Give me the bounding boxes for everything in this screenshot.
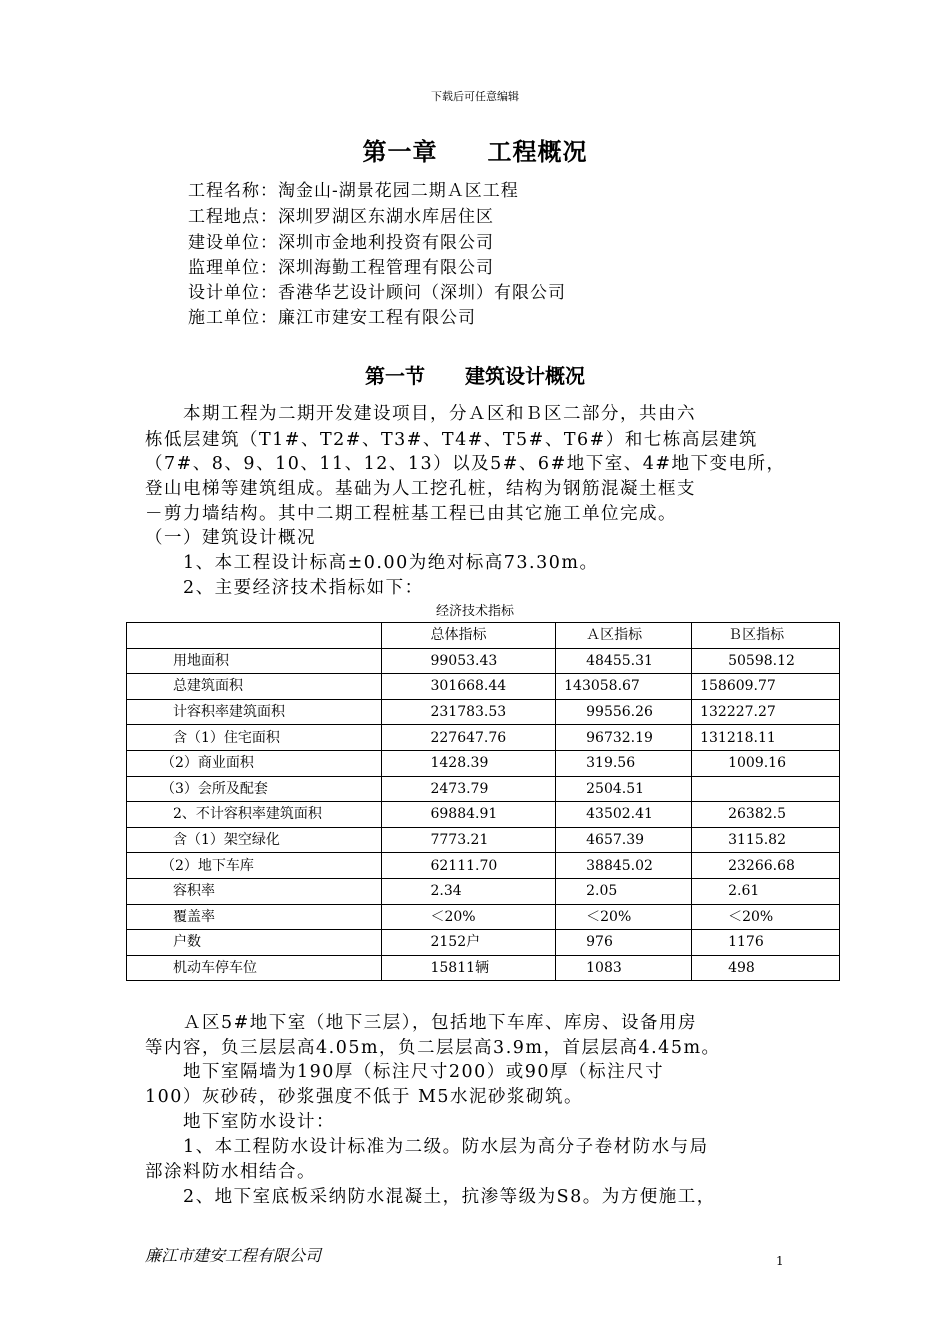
cell-b	[692, 776, 840, 802]
body-line: 地下室防水设计：	[145, 1112, 335, 1132]
info-project-name: 工程名称：淘金山-湖景花园二期Ａ区工程	[188, 181, 519, 201]
cell-a: 319.56	[556, 750, 692, 776]
row-label: 机动车停车位	[127, 955, 382, 981]
info-contractor: 施工单位：廉江市建安工程有限公司	[188, 308, 476, 328]
info-project-location: 工程地点：深圳罗湖区东湖水库居住区	[188, 207, 494, 227]
row-label: 总建筑面积	[127, 674, 382, 700]
body-line: 地下室隔墙为190厚（标注尺寸200）或90厚（标注尺寸	[145, 1062, 665, 1082]
cell-a: 43502.41	[556, 802, 692, 828]
cell-total: 2473.79	[382, 776, 556, 802]
table-row	[127, 930, 840, 956]
table-row	[127, 802, 840, 828]
row-label: 容积率	[127, 878, 382, 904]
section-title: 第一节 建筑设计概况	[365, 364, 585, 388]
table-row	[127, 750, 840, 776]
body-line: Ａ区5#地下室（地下三层），包括地下车库、库房、设备用房	[145, 1013, 698, 1033]
cell-b: ＜20%	[692, 904, 840, 930]
body-line: 部涂料防水相结合。	[145, 1162, 316, 1182]
row-label: （2）商业面积	[127, 750, 382, 776]
cell-b: 2.61	[692, 878, 840, 904]
table-row	[127, 699, 840, 725]
economic-indicators-table	[126, 622, 840, 981]
cell-b: 132227.27	[692, 699, 840, 725]
info-supervisor: 监理单位：深圳海勤工程管理有限公司	[188, 258, 494, 278]
chapter-title: 第一章 工程概况	[362, 137, 588, 166]
cell-b: 131218.11	[692, 725, 840, 751]
table-row	[127, 674, 840, 700]
cell-total: 2152户	[382, 930, 556, 956]
cell-b: 3115.82	[692, 827, 840, 853]
body-line: 2、地下室底板采纳防水混凝土，抗渗等级为S8。为方便施工，	[145, 1187, 716, 1207]
cell-a: 4657.39	[556, 827, 692, 853]
info-owner: 建设单位：深圳市金地利投资有限公司	[188, 233, 494, 253]
row-label: 用地面积	[127, 648, 382, 674]
intro-line: （7#、8、9、10、11、12、13）以及5#、6#地下室、4#地下变电所，	[145, 454, 786, 474]
table-row	[127, 827, 840, 853]
intro-line: 1、本工程设计标高±0.00为绝对标高73.30m。	[145, 553, 599, 573]
row-label: 计容积率建筑面积	[127, 699, 382, 725]
cell-total: 2.34	[382, 878, 556, 904]
intro-line: 栋低层建筑（T1#、T2#、T3#、T4#、T5#、T6#）和七栋高层建筑	[145, 430, 758, 450]
cell-total: 69884.91	[382, 802, 556, 828]
cell-b: 1009.16	[692, 750, 840, 776]
body-line: 100）灰砂砖，砂浆强度不低于 M5水泥砂浆砌筑。	[145, 1087, 584, 1107]
cell-a: 2.05	[556, 878, 692, 904]
cell-a: ＜20%	[556, 904, 692, 930]
cell-b: 158609.77	[692, 674, 840, 700]
table-header-row	[127, 623, 840, 649]
header-cell: 总体指标	[382, 623, 556, 649]
cell-a: 38845.02	[556, 853, 692, 879]
cell-total: 1428.39	[382, 750, 556, 776]
table-row	[127, 878, 840, 904]
cell-total: 7773.21	[382, 827, 556, 853]
table-row	[127, 648, 840, 674]
cell-total: 227647.76	[382, 725, 556, 751]
table-row	[127, 776, 840, 802]
cell-total: 15811辆	[382, 955, 556, 981]
table-caption: 经济技术指标	[435, 604, 514, 619]
row-label: 覆盖率	[127, 904, 382, 930]
header-cell: Ｂ区指标	[692, 623, 840, 649]
intro-line: 2、主要经济技术指标如下：	[145, 578, 424, 598]
row-label: （3）会所及配套	[127, 776, 382, 802]
cell-a: 48455.31	[556, 648, 692, 674]
cell-a: 2504.51	[556, 776, 692, 802]
cell-b: 23266.68	[692, 853, 840, 879]
cell-b: 50598.12	[692, 648, 840, 674]
intro-line: 本期工程为二期开发建设项目，分Ａ区和Ｂ区二部分，共由六	[145, 404, 696, 424]
cell-a: 976	[556, 930, 692, 956]
row-label: 户数	[127, 930, 382, 956]
cell-total: 301668.44	[382, 674, 556, 700]
table-row	[127, 904, 840, 930]
header-cell: Ａ区指标	[556, 623, 692, 649]
header-note: 下载后可任意编辑	[431, 90, 519, 103]
row-label: 含（1）住宅面积	[127, 725, 382, 751]
cell-total: 62111.70	[382, 853, 556, 879]
cell-a: 143058.67	[556, 674, 692, 700]
table-row	[127, 853, 840, 879]
page-number: 1	[776, 1254, 784, 1268]
cell-b: 498	[692, 955, 840, 981]
row-label: 含（1）架空绿化	[127, 827, 382, 853]
footer-company: 廉江市建安工程有限公司	[145, 1246, 322, 1265]
cell-b: 1176	[692, 930, 840, 956]
cell-b: 26382.5	[692, 802, 840, 828]
cell-total: ＜20%	[382, 904, 556, 930]
intro-line: －剪力墙结构。其中二期工程桩基工程已由其它施工单位完成。	[145, 504, 677, 524]
table-row	[127, 725, 840, 751]
row-label: （2）地下车库	[127, 853, 382, 879]
intro-line: 登山电梯等建筑组成。基础为人工挖孔桩，结构为钢筋混凝土框支	[145, 479, 696, 499]
subsection-heading: （一）建筑设计概况	[145, 528, 316, 548]
cell-total: 231783.53	[382, 699, 556, 725]
body-line: 1、本工程防水设计标准为二级。防水层为高分子卷材防水与局	[145, 1137, 709, 1157]
cell-a: 96732.19	[556, 725, 692, 751]
cell-a: 99556.26	[556, 699, 692, 725]
body-line: 等内容，负三层层高4.05m，负二层层高3.9m，首层层高4.45m。	[145, 1038, 721, 1058]
info-designer: 设计单位：香港华艺设计顾问（深圳）有限公司	[188, 283, 566, 303]
table-row	[127, 955, 840, 981]
cell-a: 1083	[556, 955, 692, 981]
row-label: 2、不计容积率建筑面积	[127, 802, 382, 828]
cell-total: 99053.43	[382, 648, 556, 674]
header-cell	[127, 623, 382, 649]
